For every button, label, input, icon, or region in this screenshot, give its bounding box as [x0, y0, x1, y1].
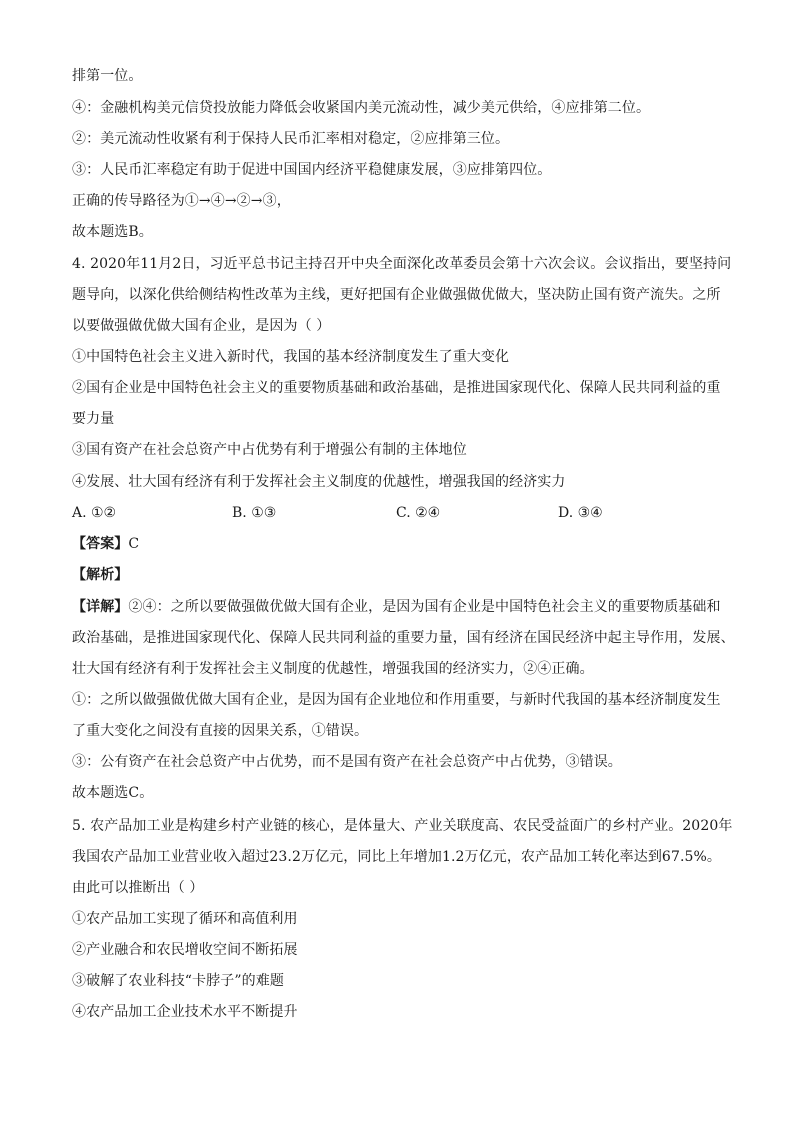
q4-stem-line-3: 以要做强做优做大国有企业，是因为（ ）: [72, 318, 331, 334]
q4-option-a: A. ①②: [72, 505, 117, 521]
q4-option-b: B. ①③: [232, 505, 277, 521]
q5-item-4: ④农产品加工企业技术水平不断提升: [72, 1004, 298, 1020]
answer-value: C: [128, 536, 140, 552]
q4-item-1: ①中国特色社会主义进入新时代，我国的基本经济制度发生了重大变化: [72, 349, 510, 365]
q4-conclusion: 故本题选C。: [72, 785, 154, 801]
q5-stem-line-1: 5. 农产品加工业是构建乡村产业链的核心，是体量大、产业关联度高、农民受益面广的乡村产业。2020年: [72, 818, 733, 834]
q4-detail-line-1: [72, 597, 732, 617]
q4-item-2a: ②国有企业是中国特色社会主义的重要物质基础和政治基础，是推进国家现代化、保障人民共同利益的重: [72, 380, 721, 396]
q4-detail-line-6: ③：公有资产在社会总资产中占优势，而不是国有资产在社会总资产中占优势，③错误。: [72, 754, 622, 770]
q4-item-4: ④发展、壮大国有经济有利于发挥社会主义制度的优越性，增强我国的经济实力: [72, 474, 566, 490]
q4-detail-line-4: ①：之所以做强做优做大国有企业，是因为国有企业地位和作用重要，与新时代我国的基本经济制度发生: [72, 692, 721, 708]
detail-text-1: ②④：之所以要做强做优做大国有企业，是因为国有企业是中国特色社会主义的重要物质基础和: [128, 599, 721, 615]
q5-item-3: ③破解了农业科技“卡脖子”的难题: [72, 973, 284, 989]
q4-answer-line: [72, 534, 732, 554]
q4-detail-line-5: 了重大变化之间没有直接的因果关系，①错误。: [72, 723, 369, 739]
q3-rank-first: 排第一位。: [72, 68, 143, 84]
q3-step-3: ③：人民币汇率稳定有助于促进中国国内经济平稳健康发展，③应排第四位。: [72, 162, 552, 178]
q5-stem-line-2: 我国农产品加工业营业收入超过23.2万亿元，同比上年增加1.2万亿元，农产品加工转化率达到67.5%。: [72, 849, 722, 865]
q4-item-3: ③国有资产在社会总资产中占优势有利于增强公有制的主体地位: [72, 442, 467, 458]
q4-option-c: C. ②④: [396, 505, 441, 521]
q4-stem-line-2: 题导向，以深化供给侧结构性改革为主线，更好把国有企业做强做优做大，坚决防止国有资产流失。之所: [72, 287, 721, 303]
detail-tag: 【详解】: [72, 599, 129, 615]
q4-analysis-line: [72, 565, 732, 585]
q5-item-1: ①农产品加工实现了循环和高值利用: [72, 911, 298, 927]
q3-step-2: ②：美元流动性收紧有利于保持人民币汇率相对稳定，②应排第三位。: [72, 131, 510, 147]
q3-step-4: ④：金融机构美元信贷投放能力降低会收紧国内美元流动性，减少美元供给，④应排第二位。: [72, 100, 651, 116]
q5-item-2: ②产业融合和农民增收空间不断拓展: [72, 942, 298, 958]
q4-stem-line-1: 4. 2020年11月2日，习近平总书记主持召开中央全面深化改革委员会第十六次会议。会议指出，要坚持问: [72, 256, 732, 272]
q4-detail-line-2: 政治基础，是推进国家现代化、保障人民共同利益的重要力量，国有经济在国民经济中起主导作用，发展、: [72, 630, 735, 646]
q3-conclusion: 故本题选B。: [72, 224, 153, 240]
q4-option-d: D. ③④: [558, 505, 603, 521]
q4-detail-line-3: 壮大国有经济有利于发挥社会主义制度的优越性，增强我国的经济实力，②④正确。: [72, 661, 594, 677]
q4-item-2b: 要力量: [72, 411, 115, 427]
analysis-tag: 【解析】: [72, 567, 129, 583]
q5-stem-line-3: 由此可以推断出（ ）: [72, 880, 204, 896]
answer-tag: 【答案】: [72, 536, 129, 552]
q3-path: 正确的传导路径为①→④→②→③，: [72, 193, 291, 209]
